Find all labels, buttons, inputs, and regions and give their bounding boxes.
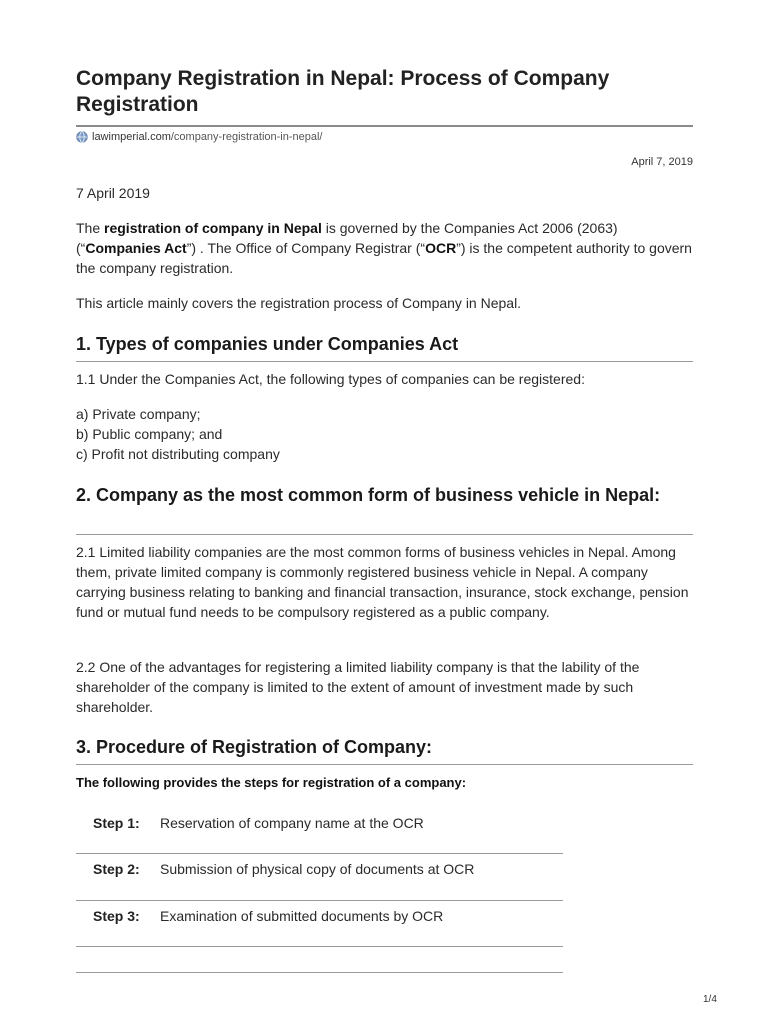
intro-bold-3: OCR	[425, 240, 457, 256]
table-row-divider	[76, 900, 563, 901]
globe-icon	[76, 131, 88, 143]
intro-paragraph-2: This article mainly covers the registration process of Company in Nepal.	[76, 295, 522, 311]
source-path: /company-registration-in-nepal/	[170, 131, 323, 143]
section-3-intro: The following provides the steps for registration of a company:	[76, 775, 467, 790]
table-row-divider	[76, 946, 563, 947]
table-row-divider	[76, 972, 563, 973]
section-3-divider	[76, 764, 693, 765]
step-label: Step 2:	[93, 861, 140, 877]
step-label: Step 1:	[93, 815, 140, 831]
intro-text-2: is governed by the Companies Act 2006 (2063) (“	[76, 220, 618, 256]
intro-bold-2: Companies Act	[85, 240, 187, 256]
list-item: a) Private company;	[76, 406, 201, 422]
intro-text-1: The	[76, 220, 105, 236]
step-label: Step 3:	[93, 908, 140, 924]
intro-paragraph	[76, 218, 693, 278]
section-1-divider	[76, 361, 693, 362]
header-date: April 7, 2019	[631, 156, 693, 168]
section-2-paragraph-2: 2.2 One of the advantages for registering a limited liability company is that the lability of the shareholder of the company is limited to the extent of amount of investment made by such shareholder.	[76, 659, 640, 715]
section-1-heading: 1. Types of companies under Companies Act	[76, 334, 459, 354]
date-line: 7 April 2019	[76, 185, 150, 201]
intro-text-4: ”) is the competent authority to govern the company registration.	[76, 240, 692, 276]
source-link[interactable]	[76, 131, 323, 143]
section-3-heading: 3. Procedure of Registration of Company:	[76, 737, 433, 757]
title-divider	[76, 125, 693, 127]
source-domain: lawimperial.com	[92, 131, 171, 143]
page-number: 1/4	[703, 994, 717, 1005]
list-item: c) Profit not distributing company	[76, 446, 280, 462]
section-2-heading: 2. Company as the most common form of business vehicle in Nepal:	[76, 485, 661, 505]
intro-bold-1: registration of company in Nepal	[104, 220, 322, 236]
step-text: Examination of submitted documents by OCR	[160, 908, 444, 924]
step-text: Reservation of company name at the OCR	[160, 815, 424, 831]
section-2-paragraph-1: 2.1 Limited liability companies are the most common forms of business vehicles in Nepal. Among them, private limited company is commonly registered business vehicle in Nepal. A company carrying business relating to banking and financial transaction, insurance, stock exchange, pension fund or mutual fund needs to be compulsory registered as a public company.	[76, 544, 689, 620]
page-title: Company Registration in Nepal: Process of Company Registration	[76, 67, 610, 116]
section-1-paragraph: 1.1 Under the Companies Act, the following types of companies can be registered:	[76, 371, 585, 387]
intro-text-3: ”) . The Office of Company Registrar (“	[186, 240, 426, 256]
step-text: Submission of physical copy of documents at OCR	[160, 861, 475, 877]
list-item: b) Public company; and	[76, 426, 223, 442]
table-row-divider	[76, 853, 563, 854]
section-2-divider	[76, 534, 693, 535]
